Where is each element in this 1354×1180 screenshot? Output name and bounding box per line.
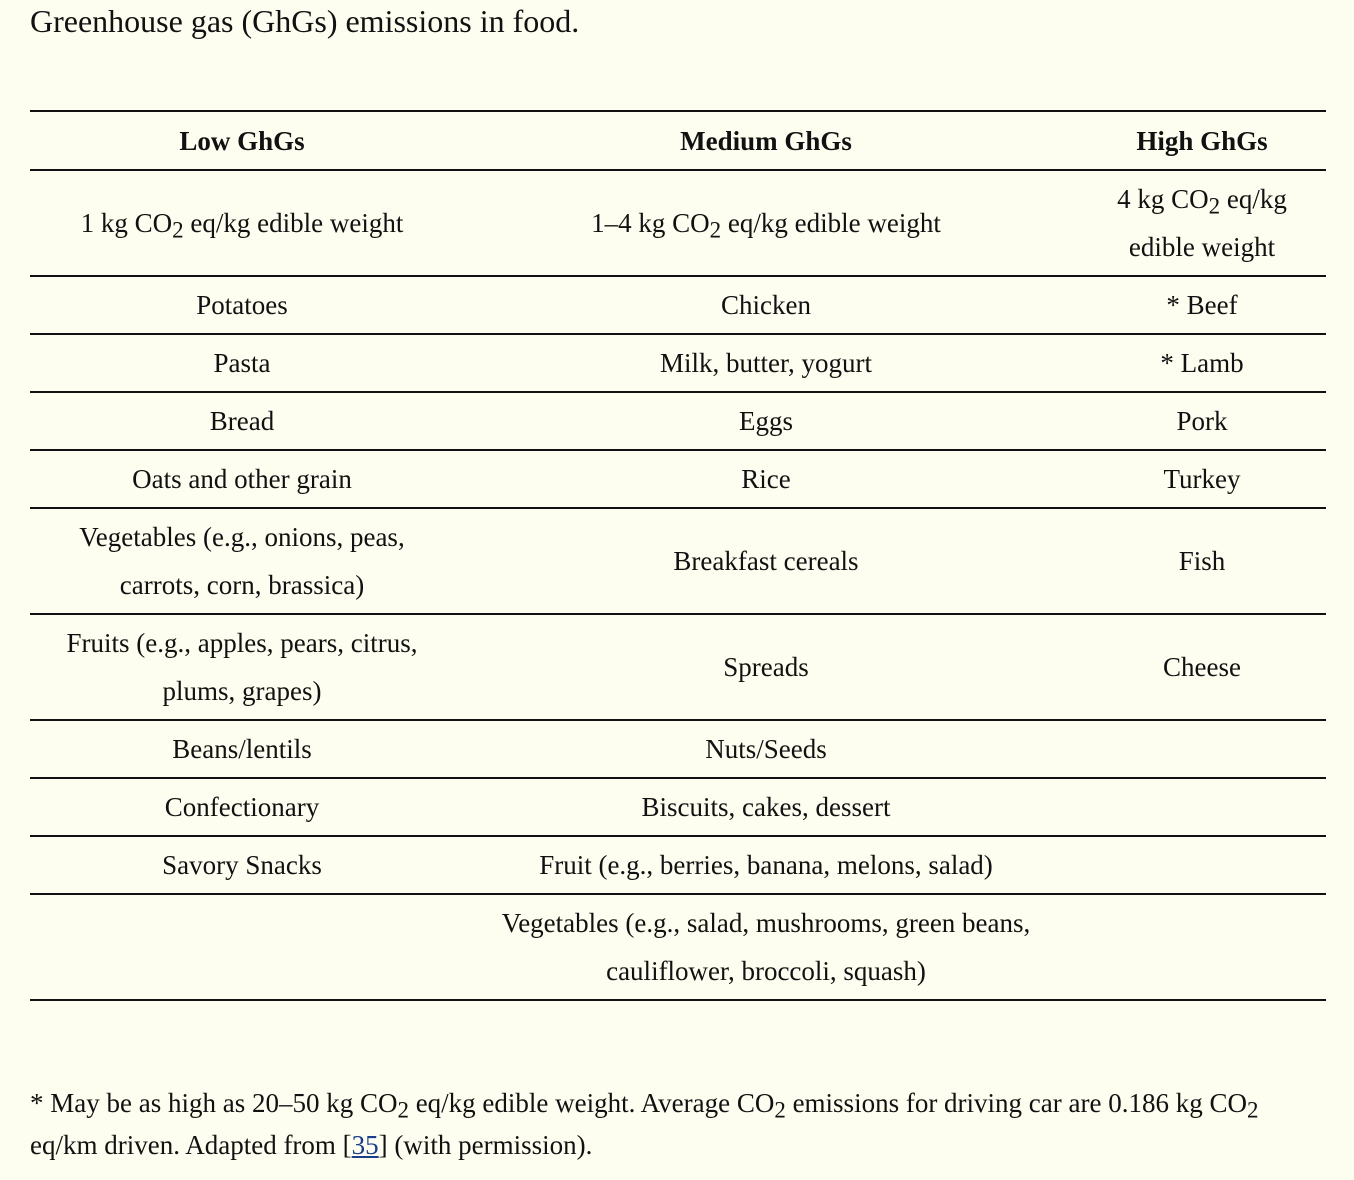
cell-medium: Eggs [739,406,793,436]
cell-high: * Lamb [1160,348,1244,378]
cell-high [1078,836,1326,894]
table-row [30,334,1326,392]
cell-medium: Chicken [721,290,811,320]
table-caption: Greenhouse gas (GhGs) emissions in food. [30,3,580,39]
units-low: 1 kg $CO_2$ eq/kg edible weight [80,208,404,243]
table-row [30,276,1326,334]
cell-high [1078,894,1326,1000]
emissions-table [30,110,1326,1001]
table-footnote: * May be as high as 20–50 kg $CO_2$ eq/kg edible weight. Average $CO_2$ emissions for driving car are 0.186 kg $CO_2$ eq/km driven. Adapted from [35] (with permission). [30,1088,1259,1160]
cell-medium: Spreads [723,652,809,682]
cell-low: Beans/lentils [172,734,312,764]
cell-high: Fish [1178,546,1226,576]
header-high: High GhGs [1136,125,1268,156]
cell-low: Vegetables (e.g., onions, peas, carrots, corn, brassica) [79,522,405,600]
cell-high: Turkey [1163,464,1241,494]
header-low: Low GhGs [179,125,305,156]
cell-low: Oats and other grain [132,464,352,494]
table-row [30,720,1326,778]
units-medium: 1–4 kg $CO_2$ eq/kg edible weight [591,208,941,243]
cell-medium: Nuts/Seeds [705,734,827,764]
table-row [30,894,1326,1000]
cell-medium: Rice [741,464,791,494]
table-row [30,778,1326,836]
cell-high: Pork [1176,406,1228,436]
table-row [30,392,1326,450]
header-row [30,111,1326,170]
cell-medium: Fruit (e.g., berries, banana, melons, salad) [539,850,993,880]
cell-low: Potatoes [196,290,288,320]
header-medium: Medium GhGs [680,125,852,156]
cell-low: Confectionary [164,792,320,822]
cell-low: Fruits (e.g., apples, pears, citrus, plums, grapes) [66,628,418,706]
cell-high: Cheese [1163,652,1241,682]
emissions-table-container [30,110,1326,1001]
cell-medium: Biscuits, cakes, dessert [641,792,891,822]
cell-high [1078,720,1326,778]
cell-low: Savory Snacks [162,850,322,880]
cell-low: Pasta [213,348,271,378]
reference-link[interactable]: 35 [351,1130,379,1160]
cell-medium: Vegetables (e.g., salad, mushrooms, green beans, cauliflower, broccoli, squash) [501,908,1031,986]
cell-medium: Milk, butter, yogurt [660,348,872,378]
table-row [30,614,1326,720]
table-row [30,508,1326,614]
units-row [30,170,1326,276]
cell-high: * Beef [1166,290,1238,320]
cell-low [30,894,454,1000]
cell-medium: Breakfast cereals [673,546,859,576]
table-row [30,450,1326,508]
table-row [30,836,1326,894]
cell-high [1078,778,1326,836]
cell-low: Bread [209,406,275,436]
units-high: 4 kg $CO_2$ eq/kg edible weight [1117,184,1287,262]
